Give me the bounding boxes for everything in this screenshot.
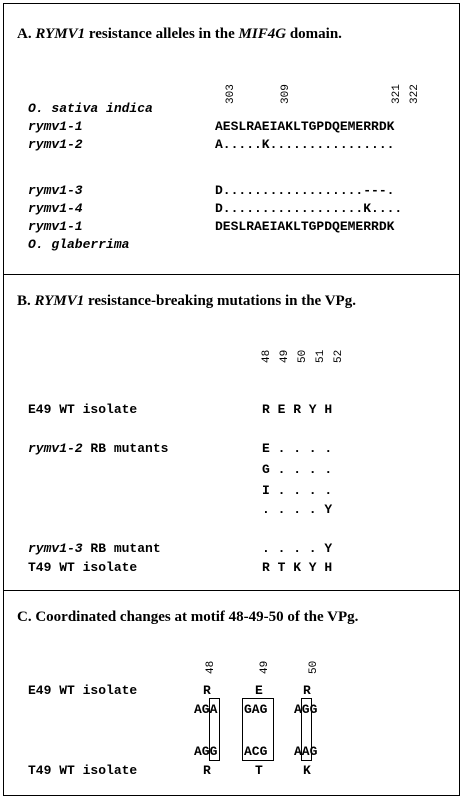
- panel-b-row-label: rymv1-3 RB mutant: [28, 541, 161, 556]
- panel-a-position-303: 303: [225, 84, 237, 104]
- panel-b-row-sequence: . . . . Y: [262, 502, 333, 517]
- panel-a-row-sequence: DESLRAEIAKLTGPDQEMERRDK: [215, 219, 395, 234]
- panel-a-position-309: 309: [280, 84, 292, 104]
- panel-c-position-49: 49: [259, 660, 271, 674]
- panel-a-row-label: rymv1-1: [28, 219, 83, 234]
- bottom-amino-acid: R: [203, 763, 211, 778]
- bottom-amino-acid: T: [255, 763, 263, 778]
- panel-a-row-label: rymv1-2: [28, 137, 83, 152]
- top-amino-acid: E: [255, 683, 263, 698]
- bottom-codon: AGG: [194, 744, 218, 759]
- panel-a-position-321: 321: [391, 84, 403, 104]
- bottom-amino-acid: K: [303, 763, 311, 778]
- panel-b-row-label: rymv1-2 RB mutants: [28, 441, 169, 456]
- panel-c-position-50: 50: [308, 660, 320, 674]
- panel-b-row-sequence: R T K Y H: [262, 560, 333, 575]
- top-amino-acid: R: [303, 683, 311, 698]
- panel-b-row-sequence: E . . . .: [262, 441, 333, 456]
- panel-c-title: C. Coordinated changes at motif 48-49-50 of the VPg.: [17, 609, 359, 625]
- e49-wt-label: E49 WT isolate: [28, 683, 138, 698]
- panel-a-row-label: rymv1-4: [28, 201, 83, 216]
- panel-b-row-sequence: R E R Y H: [262, 402, 333, 417]
- panel-a-row-sequence: AESLRAEIAKLTGPDQEMERRDK: [215, 119, 395, 134]
- panel-b-title: B. RYMV1 resistance-breaking mutations in the VPg.: [17, 293, 356, 309]
- panel-divider-ab: [3, 274, 460, 275]
- top-amino-acid: R: [203, 683, 211, 698]
- panel-c-position-48: 48: [205, 660, 217, 674]
- panel-b-position-48: 48: [261, 349, 273, 363]
- codon-highlight-box: [301, 698, 312, 761]
- panel-a-row-sequence: A.....K................: [215, 137, 395, 152]
- top-codon: GAG: [244, 702, 268, 717]
- panel-b-row-label: T49 WT isolate: [28, 560, 138, 575]
- codon-highlight-box: [209, 698, 220, 761]
- panel-divider-bc: [3, 590, 460, 591]
- panel-b-row-sequence: . . . . Y: [262, 541, 333, 556]
- panel-a-row-label: O. sativa indica: [28, 101, 153, 116]
- panel-a-row-label: O. glaberrima: [28, 237, 130, 252]
- panel-b-row-label: E49 WT isolate: [28, 402, 138, 417]
- panel-a-row-label: rymv1-1: [28, 119, 83, 134]
- t49-wt-label: T49 WT isolate: [28, 763, 138, 778]
- panel-b-position-52: 52: [333, 349, 345, 363]
- panel-a-row-sequence: D..................K....: [215, 201, 403, 216]
- panel-a-position-322: 322: [409, 84, 421, 104]
- panel-a-title: A. RYMV1 resistance alleles in the MIF4G domain.: [17, 26, 342, 42]
- panel-b-row-sequence: G . . . .: [262, 462, 333, 477]
- panel-b-position-49: 49: [279, 349, 291, 363]
- panel-b-position-51: 51: [315, 349, 327, 363]
- bottom-codon: AAG: [294, 744, 318, 759]
- panel-a-row-sequence: D..................---.: [215, 183, 395, 198]
- panel-b-position-50: 50: [297, 349, 309, 363]
- codon-highlight-box: [242, 698, 274, 761]
- top-codon: AGG: [294, 702, 318, 717]
- bottom-codon: ACG: [244, 744, 268, 759]
- top-codon: AGA: [194, 702, 218, 717]
- panel-b-row-sequence: I . . . .: [262, 483, 333, 498]
- panel-a-row-label: rymv1-3: [28, 183, 83, 198]
